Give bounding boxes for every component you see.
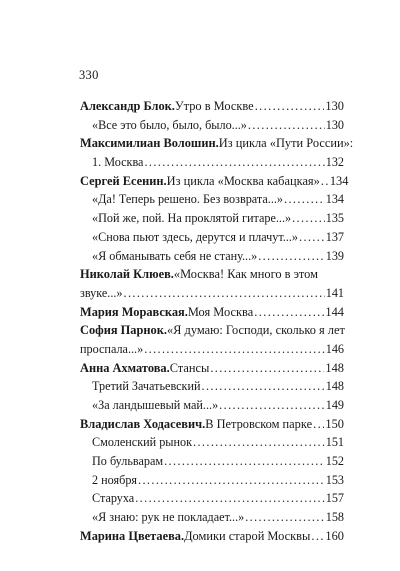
toc-author: Николай Клюев. <box>80 267 174 282</box>
toc-title: В Петровском парке <box>205 416 313 431</box>
toc-entry-klyuev <box>80 265 344 284</box>
toc-author: Мария Моравская. <box>80 304 188 319</box>
toc-page: 151 <box>325 435 344 450</box>
toc-page: 157 <box>325 491 344 506</box>
toc-page: 148 <box>325 379 344 394</box>
toc-title: «Снова пьют здесь, дерутся и плачут...» <box>92 229 298 244</box>
toc-entry-sub <box>80 433 344 452</box>
toc-page: 135 <box>325 211 344 226</box>
toc-title: Третий Зачатьевский <box>92 379 201 394</box>
toc-page: 130 <box>325 99 344 113</box>
toc-entry-sub <box>80 489 344 508</box>
toc-page: 132 <box>325 155 344 170</box>
toc-title: «Москва! Как много в этом <box>173 267 318 282</box>
toc-leader <box>138 471 325 490</box>
toc-entry-sub <box>80 116 344 135</box>
toc-title: «За ландышевый май...» <box>92 398 219 412</box>
toc-entry-sub <box>80 377 344 396</box>
toc-page: 150 <box>325 416 344 431</box>
toc-leader <box>299 228 325 247</box>
toc-page: 146 <box>325 341 344 356</box>
toc-leader <box>313 415 324 434</box>
toc-page: 149 <box>325 398 344 412</box>
toc-entry-sub <box>80 228 344 247</box>
toc-title: Моя Москва <box>187 304 254 319</box>
toc-entry-sub <box>80 452 344 471</box>
toc-page: 130 <box>325 117 344 132</box>
toc-title: проспала...» <box>80 341 144 356</box>
toc-leader <box>219 396 325 415</box>
toc-leader <box>164 452 325 471</box>
toc-leader <box>255 97 325 116</box>
toc-title: Домики старой Москвы <box>184 528 311 543</box>
toc-author: Максимилиан Волошин. <box>80 136 219 151</box>
toc-author: Анна Ахматова. <box>80 360 170 375</box>
toc-title: Из цикла «Пути России»: <box>218 136 354 151</box>
toc-author: София Парнок. <box>80 323 167 338</box>
toc-entry-blok <box>80 97 344 116</box>
toc-entry-parnok <box>80 321 344 340</box>
toc-page: 144 <box>325 304 344 319</box>
toc-page: 139 <box>325 248 344 263</box>
toc-title: «Я знаю: рук не покладает...» <box>92 510 245 525</box>
toc-entry-voloshin <box>80 134 354 153</box>
toc-leader <box>210 359 324 378</box>
toc-title: звуке...» <box>80 285 123 300</box>
toc-leader <box>193 433 325 452</box>
toc-title: Из цикла «Москва кабацкая» <box>166 173 320 188</box>
toc-author: Владислав Ходасевич. <box>80 416 206 431</box>
toc-leader <box>135 489 324 508</box>
toc-page: 148 <box>325 360 344 375</box>
toc-title: Стансы <box>169 360 210 375</box>
toc-entry-esenin <box>80 172 349 191</box>
toc-title: По бульварам <box>92 454 164 469</box>
toc-entry-continuation <box>80 340 344 359</box>
toc-title: «Да! Теперь решено. Без возврата...» <box>92 192 284 207</box>
toc-leader <box>144 153 324 172</box>
toc-title: Смоленский рынок <box>92 435 193 450</box>
toc-title: 1. Москва <box>92 155 144 170</box>
toc-entry-akhmatova <box>80 359 344 378</box>
toc-leader <box>258 247 324 266</box>
toc-author: Сергей Есенин. <box>80 173 167 188</box>
toc-entry-tsvetaeva <box>80 527 344 546</box>
toc-leader <box>245 508 325 527</box>
toc-entry-sub <box>80 471 344 490</box>
toc-page: 152 <box>325 454 344 469</box>
toc-page: 158 <box>325 510 344 525</box>
table-of-contents <box>80 97 354 546</box>
toc-leader <box>248 116 325 135</box>
toc-entry-continuation <box>80 284 344 303</box>
toc-leader <box>202 377 325 396</box>
toc-entry-sub <box>80 396 344 415</box>
toc-page: 134 <box>325 192 344 207</box>
toc-page: 153 <box>325 472 344 487</box>
toc-title: Утро в Москве <box>174 99 254 113</box>
toc-entry-sub <box>80 209 344 228</box>
toc-title: «Я думаю: Господи, сколько я лет <box>166 323 345 338</box>
toc-leader <box>292 209 325 228</box>
toc-title: «Я обманывать себя не стану...» <box>92 248 258 263</box>
toc-page: 160 <box>325 528 344 543</box>
toc-leader <box>311 527 324 546</box>
toc-entry-moravskaya <box>80 303 344 322</box>
toc-entry-sub <box>80 153 344 172</box>
page-number: 330 <box>79 68 99 82</box>
toc-page: 141 <box>325 285 344 300</box>
toc-leader <box>144 340 325 359</box>
toc-title: «Все это было, было, было...» <box>92 117 247 132</box>
toc-author: Марина Цветаева. <box>80 528 185 543</box>
toc-entry-sub <box>80 508 344 527</box>
toc-entry-sub <box>80 190 344 209</box>
toc-leader <box>284 190 325 209</box>
toc-entry-sub <box>80 247 344 266</box>
toc-title: Старуха <box>92 491 135 506</box>
toc-author: Александр Блок. <box>80 99 175 113</box>
toc-entry-khodasevich <box>80 415 344 434</box>
toc-title: «Пой же, пой. На проклятой гитаре...» <box>92 211 292 226</box>
toc-page: 137 <box>325 229 344 244</box>
toc-leader <box>124 284 325 303</box>
toc-leader <box>321 172 329 191</box>
toc-leader <box>254 303 324 322</box>
toc-title: 2 ноября <box>92 472 138 487</box>
toc-page: 134 <box>329 173 349 188</box>
